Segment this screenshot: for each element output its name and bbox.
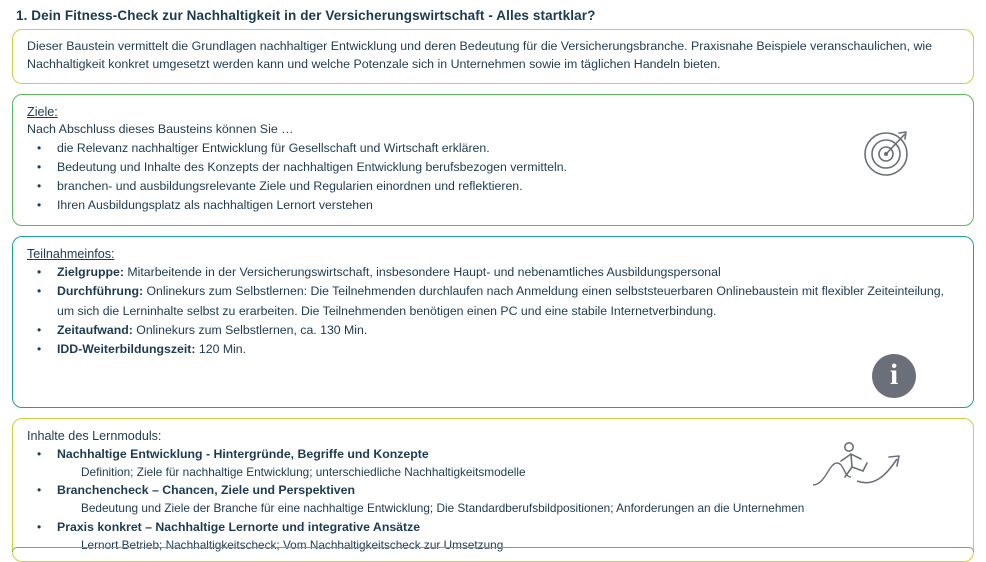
info-icon [871, 353, 917, 399]
list-item-term: Durchführung: [57, 284, 144, 299]
intro-box [12, 29, 974, 84]
inhalte-box [12, 418, 974, 562]
list-item: • branchen- und ausbildungsrelevante Ziele und Regularien einordnen und reflektieren. [27, 177, 959, 196]
intro-box-content [13, 30, 973, 83]
list-item-term: Zeitaufwand: [57, 322, 133, 337]
list-item: • Bedeutung und Inhalte des Konzepts der nachhaltigen Entwicklung berufsbezogen vermitteln. [27, 158, 959, 177]
ziele-box [12, 94, 974, 226]
list-item [27, 263, 959, 282]
topic-title: Branchencheck – Chancen, Ziele und Perspektiven [57, 483, 355, 498]
list-item-text: Onlinekurs zum Selbstlernen, ca. 130 Min. [132, 322, 368, 337]
list-item [27, 518, 959, 537]
list-item-text: Onlinekurs zum Selbstlernen: Die Teilnehmenden durchlaufen nach Anmeldung einen selbststeuerbaren Onlinebaustein mit flexibler Zeiteinteilung, um sich die Lerninhalte selbst zu erarbeiten. Die Teilnehmenden benötigen einen PC und eine stabile Internetverbindung. [57, 284, 944, 318]
inhalte-heading: Inhalte des Lernmoduls: [27, 428, 162, 443]
intro-text: Dieser Baustein vermittelt die Grundlagen nachhaltiger Entwicklung und deren Bedeutung für die Versicherungsbranche. Praxisnahe Beispiele veranschaulichen, wie Nachhaltigkeit konkret umgesetzt werden kann und welche Potenzale sich in Unternehmen sowie im täglichen Handeln bieten. [27, 39, 933, 71]
info-icon-glyph: i [889, 357, 899, 391]
teilnahmeinfos-heading: Teilnahmeinfos: [27, 247, 115, 262]
list-item-text: Mitarbeitende in der Versicherungswirtschaft, insbesondere Haupt- und nebenamtliches Ausbildungspersonal [123, 265, 721, 280]
teilnahmeinfos-list [27, 263, 959, 358]
inhalte-list [27, 518, 959, 537]
list-item: • Ihren Ausbildungsplatz als nachhaltigen Lernort verstehen [27, 196, 959, 215]
topic-detail: Bedeutung und Ziele der Branche für eine nachhaltige Entwicklung; Die Standardberufsbildpositionen; Anforderungen an die Unternehmen [81, 501, 805, 516]
page-bottom-divider [12, 547, 974, 552]
list-item: • die Relevanz nachhaltiger Entwicklung für Gesellschaft und Wirtschaft erklären. [27, 139, 959, 158]
ziele-list [27, 139, 959, 215]
topic-title: Praxis konkret – Nachhaltige Lernorte und integrative Ansätze [57, 520, 421, 535]
teilnahmeinfos-box-content [13, 237, 973, 406]
ziele-heading: Ziele: [27, 105, 58, 120]
info-icon-circle [872, 354, 916, 398]
runner-arrow-icon [811, 437, 921, 499]
ziele-box-content [13, 95, 973, 225]
teilnahmeinfos-box [12, 236, 974, 407]
list-item [27, 321, 959, 340]
topic-detail: Lernort Betrieb; Nachhaltigkeitscheck; Vom Nachhaltigkeitscheck zur Umsetzung [81, 538, 504, 553]
list-item-text: 120 Min. [195, 341, 247, 356]
list-item [27, 340, 959, 359]
ziele-lead: Nach Abschluss dieses Bausteins können Sie … [27, 122, 294, 137]
list-item-term: IDD-Weiterbildungszeit: [57, 341, 196, 356]
topic-title: Nachhaltige Entwicklung - Hintergründe, Begriffe und Konzepte [57, 446, 429, 461]
list-item-term: Zielgruppe: [57, 265, 124, 280]
list-item [27, 282, 959, 320]
topic-detail: Definition; Ziele für nachhaltige Entwicklung; unterschiedliche Nachhaltigkeitsmodelle [81, 464, 526, 479]
page-title: 1. Dein Fitness-Check zur Nachhaltigkeit in der Versicherungswirtschaft - Alles startklar? [16, 8, 596, 23]
target-icon [861, 125, 915, 179]
